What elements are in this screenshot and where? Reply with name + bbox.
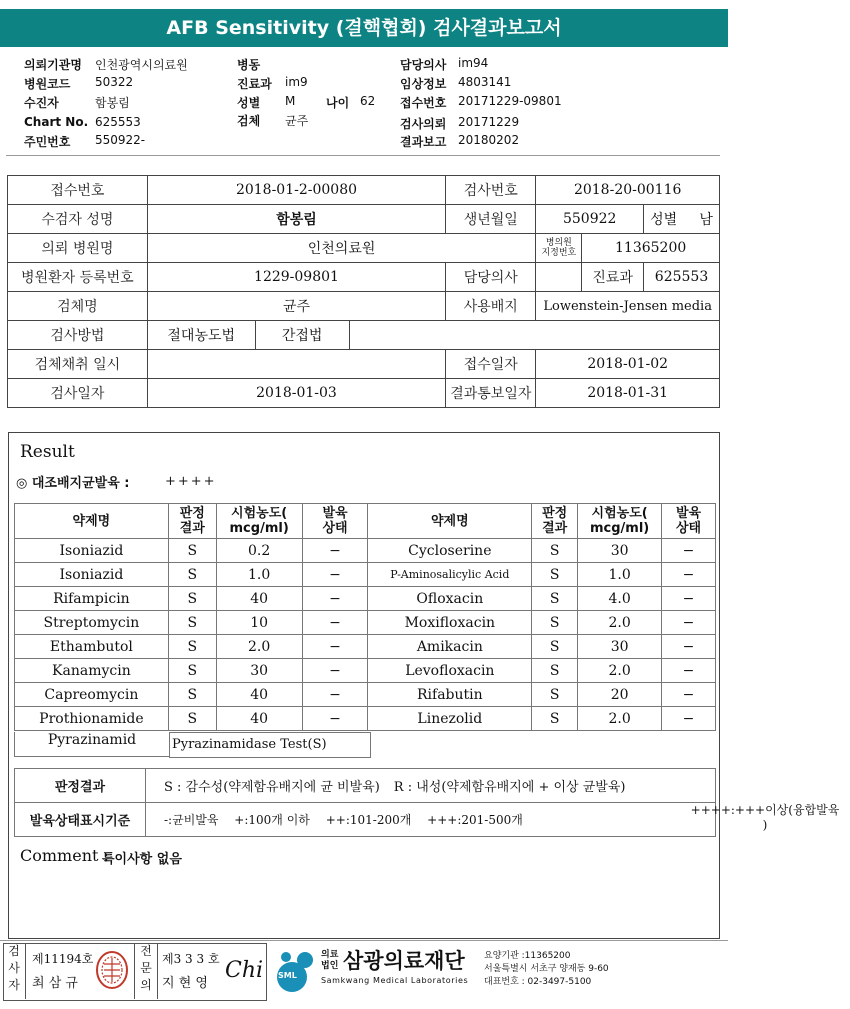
header-value: im94 — [458, 56, 489, 70]
org-prefix — [321, 950, 338, 972]
report-title: AFB Sensitivity (결핵협회) 검사결과보고서 — [0, 9, 728, 47]
growth-legend-label: 발육상태표시기준 — [15, 803, 146, 837]
growth: − — [302, 587, 368, 611]
judgement: S — [532, 587, 578, 611]
col-conc-1: 시험농도( — [591, 506, 648, 521]
header-value: 4803141 — [458, 75, 512, 89]
reg-no: 1229-09801 — [147, 263, 445, 292]
header-label: 나이 — [326, 96, 350, 110]
header-label: 접수번호 — [400, 96, 447, 110]
notify-date: 2018-01-31 — [536, 379, 720, 408]
concentration: 20 — [578, 683, 662, 707]
concentration: 40 — [216, 683, 302, 707]
org-prefix-2: 법인 — [321, 961, 339, 971]
judgement: S — [532, 635, 578, 659]
logo-text: SML — [278, 971, 297, 980]
concentration: 2.0 — [578, 707, 662, 731]
concentration: 2.0 — [578, 611, 662, 635]
header-label: Chart No. — [24, 115, 89, 129]
drug-row — [15, 563, 716, 587]
header-value: 함봉림 — [95, 96, 130, 110]
examiner-no: 제11194호 — [32, 952, 94, 966]
judgement: S — [168, 611, 216, 635]
specialist-label-1: 전 — [140, 944, 152, 958]
header-label: 임상정보 — [400, 77, 447, 91]
judge-s: S : 감수성(약제함유배지에 균 비발육) — [164, 780, 380, 795]
concentration: 40 — [216, 587, 302, 611]
drug-name: Linezolid — [368, 707, 532, 731]
signature: Chi — [225, 958, 264, 983]
header-value: 550922- — [95, 133, 146, 147]
judge-r: R : 내성(약제함유배지에 + 이상 균발육) — [393, 780, 626, 795]
drug-row — [15, 683, 716, 707]
header-label: 검사의뢰 — [400, 117, 447, 131]
test-date: 2018-01-03 — [147, 379, 445, 408]
specialist-label-3: 의 — [140, 978, 152, 992]
growth: − — [302, 659, 368, 683]
concentration: 1.0 — [578, 563, 662, 587]
drug-name: Levofloxacin — [368, 659, 532, 683]
specimen-label: 검체명 — [8, 292, 148, 321]
drug-name: Ofloxacin — [368, 587, 532, 611]
header-value: 20171229-09801 — [458, 94, 562, 108]
col-growth-1: 발육 — [675, 506, 702, 521]
receipt-no-label: 접수번호 — [8, 176, 148, 205]
specialist-label — [134, 943, 158, 999]
specialist-name: 지 현 영 — [162, 976, 208, 991]
examiner-label-3: 자 — [8, 978, 20, 992]
growth: − — [662, 587, 716, 611]
recv-date-label: 접수일자 — [446, 350, 536, 379]
drug-name: Cycloserine — [368, 539, 532, 563]
header-label: 수진자 — [24, 96, 59, 110]
drug-name: Streptomycin — [15, 611, 169, 635]
receipt-no: 2018-01-2-00080 — [147, 176, 445, 205]
hospital: 인천의료원 — [147, 234, 536, 263]
method-absolute: 절대농도법 — [147, 321, 255, 350]
growth: − — [302, 539, 368, 563]
growth-legend — [146, 803, 840, 837]
hospital-code-label-2: 지정번호 — [541, 248, 577, 258]
comment-text: 특이사항 없음 — [102, 852, 182, 867]
header-value: 50322 — [95, 75, 134, 89]
col-conc-2: mcg/ml) — [229, 521, 289, 536]
drug-name: Capreomycin — [15, 683, 169, 707]
org-en: Samkwang Medical Laboratories — [321, 976, 469, 985]
specialist-label-2: 문 — [140, 961, 152, 975]
header-value: 20171229 — [458, 115, 520, 129]
judgement: S — [168, 707, 216, 731]
drug-name: Ethambutol — [15, 635, 169, 659]
header-label: 병동 — [237, 58, 261, 72]
drug-name: Kanamycin — [15, 659, 169, 683]
drug-name: Rifampicin — [15, 587, 169, 611]
growth-4 — [680, 803, 850, 833]
org-address — [484, 950, 609, 989]
judgement: S — [168, 659, 216, 683]
judge-legend-label: 판정결과 — [15, 769, 146, 803]
dept: 625553 — [644, 263, 720, 292]
org-addr: 서울특별시 서초구 양재동 9-60 — [484, 964, 609, 974]
sex-label: 성별 — [650, 212, 678, 228]
header-divider — [6, 155, 720, 156]
examiner-label-2: 사 — [8, 961, 20, 975]
sex: 남 — [699, 212, 713, 228]
pza-name: Pyrazinamid — [14, 732, 170, 757]
hospital-code-label-1: 병의원 — [545, 238, 572, 248]
growth-4-b: ) — [762, 818, 768, 832]
drug-row — [15, 539, 716, 563]
patient-name-label: 수검자 성명 — [8, 205, 148, 234]
col-conc — [578, 504, 662, 539]
hospital-code-label — [536, 234, 582, 263]
examiner-name: 최 삼 규 — [32, 976, 78, 991]
growth-2: ++:101-200개 — [325, 813, 412, 827]
col-drug: 약제명 — [15, 504, 169, 539]
header-value: M — [285, 94, 296, 108]
header-label: 병원코드 — [24, 77, 71, 91]
doctor-label: 담당의사 — [446, 263, 536, 292]
header-row: 의뢰기관명 — [24, 58, 82, 72]
recv-date: 2018-01-02 — [536, 350, 720, 379]
concentration: 30 — [578, 539, 662, 563]
drug-name: Rifabutin — [368, 683, 532, 707]
sex-cell — [644, 205, 720, 234]
concentration: 30 — [578, 635, 662, 659]
growth: − — [302, 563, 368, 587]
doctor — [536, 263, 582, 292]
header-label: 담당의사 — [400, 58, 447, 72]
org-code: 요양기관 :11365200 — [484, 951, 571, 961]
judgement: S — [168, 683, 216, 707]
concentration: 2.0 — [578, 659, 662, 683]
medium-label: 사용배지 — [446, 292, 536, 321]
header-value: 62 — [360, 94, 376, 108]
header-label: 결과보고 — [400, 135, 447, 149]
test-no: 2018-20-00116 — [536, 176, 720, 205]
judgement: S — [532, 659, 578, 683]
control-value: ++++ — [165, 474, 217, 489]
drug-name: Prothionamide — [15, 707, 169, 731]
header-label: 성별 — [237, 96, 261, 110]
col-judge-2: 결과 — [179, 521, 205, 536]
col-conc-2: mcg/ml) — [589, 521, 650, 536]
concentration: 40 — [216, 707, 302, 731]
examiner-label-1: 검 — [8, 944, 20, 958]
hospital-label: 의뢰 병원명 — [8, 234, 148, 263]
growth-0: -:균비발육 — [164, 813, 219, 827]
examiner-label — [3, 943, 26, 999]
header-label: 주민번호 — [24, 135, 71, 149]
org-phone: 대표번호 : 02-3497-5100 — [484, 977, 592, 987]
org-prefix-1: 의료 — [321, 950, 339, 960]
method-empty — [349, 321, 719, 350]
header-label: 진료과 — [237, 77, 272, 91]
growth: − — [662, 659, 716, 683]
method-indirect: 간접법 — [255, 321, 349, 350]
growth-4-a: ++++:+++이상(융합발육 — [690, 803, 840, 817]
dept-label: 진료과 — [582, 263, 644, 292]
examiner-seal-icon — [95, 950, 129, 990]
header-value: im9 — [285, 75, 308, 89]
specialist-no: 제3 3 3 호 — [162, 952, 220, 966]
col-growth-2: 상태 — [322, 521, 348, 536]
concentration: 1.0 — [216, 563, 302, 587]
result-heading: Result — [20, 442, 75, 462]
growth: − — [302, 611, 368, 635]
legend-table — [14, 768, 840, 837]
test-date-label: 검사일자 — [8, 379, 148, 408]
drug-name: Isoniazid — [15, 539, 169, 563]
reg-no-label: 병원환자 등록번호 — [8, 263, 148, 292]
collect-label: 검체채취 일시 — [8, 350, 148, 379]
col-judge — [532, 504, 578, 539]
judgement: S — [168, 635, 216, 659]
concentration: 2.0 — [216, 635, 302, 659]
col-drug: 약제명 — [368, 504, 532, 539]
test-no-label: 검사번호 — [446, 176, 536, 205]
comment-label: Comment : — [20, 846, 109, 865]
method-label: 검사방법 — [8, 321, 148, 350]
col-conc-1: 시험농도( — [231, 506, 288, 521]
judgement: S — [168, 587, 216, 611]
judgement: S — [168, 539, 216, 563]
pza-test: Pyrazinamidase Test(S) — [169, 732, 371, 758]
growth: − — [662, 563, 716, 587]
concentration: 4.0 — [578, 587, 662, 611]
concentration: 30 — [216, 659, 302, 683]
drug-row — [15, 659, 716, 683]
hospital-code: 11365200 — [582, 234, 720, 263]
col-judge-1: 판정 — [542, 506, 568, 521]
growth: − — [662, 683, 716, 707]
drug-row — [15, 635, 716, 659]
col-growth — [662, 504, 716, 539]
header-label: 검체 — [237, 114, 261, 128]
judgement: S — [532, 611, 578, 635]
drug-name: Isoniazid — [15, 563, 169, 587]
concentration: 10 — [216, 611, 302, 635]
medium: Lowenstein-Jensen media — [536, 292, 720, 321]
growth: − — [662, 611, 716, 635]
growth: − — [662, 635, 716, 659]
growth-1: +:100개 이하 — [234, 813, 310, 827]
drug-row — [15, 707, 716, 731]
drug-name: Moxifloxacin — [368, 611, 532, 635]
header-value: 균주 — [285, 114, 309, 128]
birth: 550922 — [536, 205, 644, 234]
col-growth — [302, 504, 368, 539]
specimen: 균주 — [147, 292, 445, 321]
control-label: ◎ 대조배지균발육 : — [16, 476, 130, 491]
drug-name: Amikacin — [368, 635, 532, 659]
drug-table — [14, 503, 716, 731]
drug-name: P-Aminosalicylic Acid — [368, 563, 532, 587]
judgement: S — [168, 563, 216, 587]
footer-divider — [0, 940, 728, 941]
growth: − — [302, 635, 368, 659]
judgement: S — [532, 683, 578, 707]
col-judge — [168, 504, 216, 539]
drug-row — [15, 611, 716, 635]
header-value: 20180202 — [458, 133, 520, 147]
concentration: 0.2 — [216, 539, 302, 563]
judgement: S — [532, 563, 578, 587]
col-growth-1: 발육 — [322, 506, 348, 521]
growth: − — [302, 707, 368, 731]
header-value: 인천광역시의료원 — [95, 58, 188, 72]
col-conc — [216, 504, 302, 539]
patient-name: 함봉림 — [147, 205, 445, 234]
notify-label: 결과통보일자 — [446, 379, 536, 408]
judgement: S — [532, 707, 578, 731]
collect — [147, 350, 445, 379]
growth: − — [662, 707, 716, 731]
org-name: 삼광의료재단 — [343, 949, 465, 973]
judge-legend — [146, 769, 716, 803]
growth-3: +++:201-500개 — [427, 813, 523, 827]
growth: − — [662, 539, 716, 563]
growth: − — [302, 683, 368, 707]
drug-row — [15, 587, 716, 611]
col-judge-2: 결과 — [542, 521, 568, 536]
registration-table — [7, 175, 720, 408]
col-judge-1: 판정 — [179, 506, 205, 521]
birth-label: 생년월일 — [446, 205, 536, 234]
col-growth-2: 상태 — [675, 521, 702, 536]
header-value: 625553 — [95, 115, 141, 129]
judgement: S — [532, 539, 578, 563]
